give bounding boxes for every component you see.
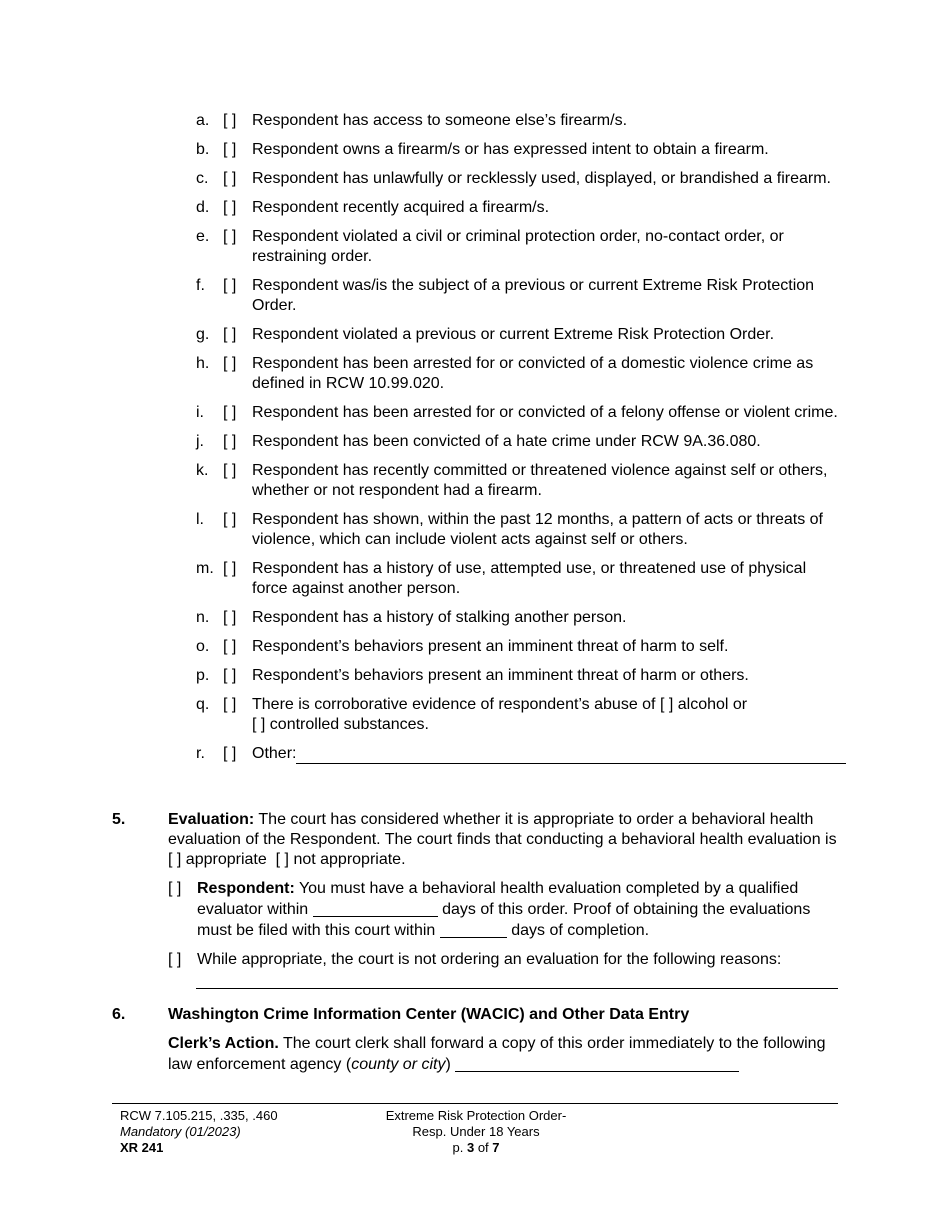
substances-label: controlled substances. — [269, 716, 429, 733]
item-text: Respondent owns a firearm/s or has expressed intent to obtain a firearm. — [252, 141, 769, 158]
item-text: Respondent’s behaviors present an imminent threat of harm or others. — [252, 667, 749, 684]
section-title: Washington Crime Information Center (WACIC) and Other Data Entry — [168, 1006, 690, 1023]
checklist-item — [196, 227, 846, 267]
item-checkbox[interactable]: [ ] — [223, 112, 237, 129]
page-total: 7 — [492, 1140, 500, 1155]
item-text: Respondent has access to someone else’s firearm/s. — [252, 112, 628, 129]
item-checkbox[interactable]: [ ] — [223, 638, 237, 655]
item-text: Respondent has recently committed or threatened violence against self or others, whether or not respondent had a firearm. — [252, 462, 828, 499]
checklist-item — [196, 198, 846, 218]
footer-divider — [112, 1103, 838, 1104]
item-checkbox[interactable]: [ ] — [223, 277, 237, 294]
checklist-item — [196, 354, 846, 394]
respondent-text-c: days of completion. — [511, 922, 650, 939]
footer-title-2: Resp. Under 18 Years — [412, 1124, 540, 1139]
footer-form-number: XR 241 — [120, 1140, 164, 1155]
item-letter: a. — [196, 112, 210, 129]
item-letter: q. — [196, 696, 210, 713]
item-letter: l. — [196, 511, 204, 528]
item-letter: o. — [196, 638, 210, 655]
not-ordering-checkbox[interactable]: [ ] — [168, 951, 182, 968]
item-letter: j. — [196, 433, 204, 450]
section-6-wacic — [112, 1005, 838, 1075]
footer-left — [120, 1108, 278, 1156]
footer-rcw: RCW 7.105.215, .335, .460 — [120, 1108, 278, 1123]
page-number — [366, 1140, 586, 1156]
item-text: Respondent recently acquired a firearm/s. — [252, 199, 550, 216]
checklist-item — [196, 403, 846, 423]
checklist-item — [196, 608, 846, 628]
agency-input-line[interactable] — [455, 1054, 739, 1072]
item-q — [196, 695, 846, 735]
evaluation-paragraph — [168, 810, 838, 870]
item-text: Respondent’s behaviors present an imminent threat of harm to self. — [252, 638, 729, 655]
page-prefix: p. — [452, 1140, 464, 1155]
checklist-item — [196, 559, 846, 599]
item-checkbox[interactable]: [ ] — [223, 141, 237, 158]
checklist-item — [196, 510, 846, 550]
item-letter: m. — [196, 560, 214, 577]
alcohol-checkbox[interactable]: [ ] — [659, 696, 674, 713]
evaluation-text: The court has considered whether it is appropriate to order a behavioral health evaluation of the Respondent. The court finds that conducting a behavioral health evaluation is — [168, 811, 837, 848]
substances-checkbox[interactable]: [ ] — [252, 716, 266, 733]
checklist-item — [196, 169, 846, 189]
item-checkbox[interactable]: [ ] — [223, 609, 237, 626]
item-letter: c. — [196, 170, 209, 187]
appropriate-label: appropriate — [185, 851, 267, 868]
item-checkbox[interactable]: [ ] — [223, 696, 237, 713]
page-of: of — [477, 1140, 489, 1155]
footer-title-1: Extreme Risk Protection Order- — [385, 1108, 567, 1123]
item-letter: p. — [196, 667, 210, 684]
item-r — [196, 744, 846, 764]
findings-checklist — [196, 111, 846, 773]
item-checkbox[interactable]: [ ] — [223, 433, 237, 450]
footer-center — [366, 1108, 586, 1156]
section-5-evaluation — [112, 810, 838, 989]
clerk-italic: county or city — [351, 1056, 446, 1073]
item-checkbox[interactable]: [ ] — [223, 667, 237, 684]
alcohol-label: alcohol or — [677, 696, 748, 713]
item-letter: g. — [196, 326, 210, 343]
days-evaluation-blank[interactable] — [313, 899, 438, 917]
item-letter: d. — [196, 199, 210, 216]
item-text: Respondent was/is the subject of a previous or current Extreme Risk Protection Order. — [252, 277, 815, 314]
respondent-evaluation-option — [168, 879, 838, 941]
section-number: 6. — [112, 1006, 126, 1023]
clerk-action-paragraph — [168, 1034, 838, 1075]
checklist-item — [196, 325, 846, 345]
section-number: 5. — [112, 811, 126, 828]
item-checkbox[interactable]: [ ] — [223, 745, 237, 762]
checklist-item — [196, 666, 846, 686]
footer-mandatory: Mandatory (01/2023) — [120, 1124, 241, 1139]
section-title: Evaluation: — [168, 811, 255, 828]
item-letter: f. — [196, 277, 205, 294]
item-text: Respondent violated a previous or current Extreme Risk Protection Order. — [252, 326, 775, 343]
item-text: Respondent has a history of use, attempted use, or threatened use of physical force against another person. — [252, 560, 807, 597]
item-letter: r. — [196, 745, 205, 762]
clerk-text: The court clerk shall forward a copy of this order immediately to the following law enforcement agency ( — [168, 1035, 826, 1073]
item-checkbox[interactable]: [ ] — [223, 199, 237, 216]
item-checkbox[interactable]: [ ] — [223, 170, 237, 187]
appropriate-checkbox[interactable]: [ ] — [168, 851, 182, 868]
other-label: Other: — [252, 745, 297, 762]
not-appropriate-label: not appropriate. — [293, 851, 406, 868]
other-input-line[interactable] — [296, 746, 846, 764]
clerk-label: Clerk’s Action. — [168, 1035, 279, 1052]
item-letter: n. — [196, 609, 210, 626]
reasons-input-line[interactable] — [196, 974, 838, 989]
item-checkbox[interactable]: [ ] — [223, 404, 237, 421]
item-checkbox[interactable]: [ ] — [223, 355, 237, 372]
respondent-label: Respondent: — [197, 880, 295, 897]
checklist-item — [196, 276, 846, 316]
item-checkbox[interactable]: [ ] — [223, 560, 237, 577]
item-letter: h. — [196, 355, 210, 372]
page-current: 3 — [466, 1140, 475, 1155]
checklist-item — [196, 432, 846, 452]
item-text: Respondent has a history of stalking another person. — [252, 609, 627, 626]
item-text: Respondent has been convicted of a hate crime under RCW 9A.36.080. — [252, 433, 761, 450]
item-checkbox[interactable]: [ ] — [223, 326, 237, 343]
item-text: Respondent has been arrested for or convicted of a felony offense or violent crime. — [252, 404, 838, 421]
clerk-close: ) — [445, 1056, 451, 1073]
item-checkbox[interactable]: [ ] — [223, 228, 237, 245]
item-checkbox[interactable]: [ ] — [223, 511, 237, 528]
item-text: There is corroborative evidence of respondent’s abuse of — [252, 696, 656, 713]
respondent-text-a: You must have a behavioral health evaluation completed by a qualified evaluator within — [197, 880, 799, 918]
item-text: Respondent has unlawfully or recklessly used, displayed, or brandished a firearm. — [252, 170, 831, 187]
item-text: Respondent has shown, within the past 12 months, a pattern of acts or threats of violence, which can include violent acts against self or others. — [252, 511, 823, 548]
checklist-item — [196, 111, 846, 131]
item-letter: e. — [196, 228, 210, 245]
checklist-item — [196, 140, 846, 160]
item-letter: b. — [196, 141, 210, 158]
not-ordering-text: While appropriate, the court is not ordering an evaluation for the following reasons: — [197, 951, 782, 968]
not-ordering-option — [168, 950, 838, 970]
not-appropriate-checkbox[interactable]: [ ] — [275, 851, 289, 868]
item-text: Respondent has been arrested for or convicted of a domestic violence crime as defined in RCW 10.99.020. — [252, 355, 814, 392]
item-letter: i. — [196, 404, 204, 421]
item-letter: k. — [196, 462, 209, 479]
item-text: Respondent violated a civil or criminal protection order, no-contact order, or restraining order. — [252, 228, 784, 265]
checklist-item — [196, 637, 846, 657]
respondent-text-b: days of this order. Proof of obtaining the evaluations must be filed with this court within — [197, 901, 811, 939]
item-checkbox[interactable]: [ ] — [223, 462, 237, 479]
days-filing-blank[interactable] — [440, 920, 507, 938]
respondent-checkbox[interactable]: [ ] — [168, 880, 182, 897]
checklist-item — [196, 461, 846, 501]
